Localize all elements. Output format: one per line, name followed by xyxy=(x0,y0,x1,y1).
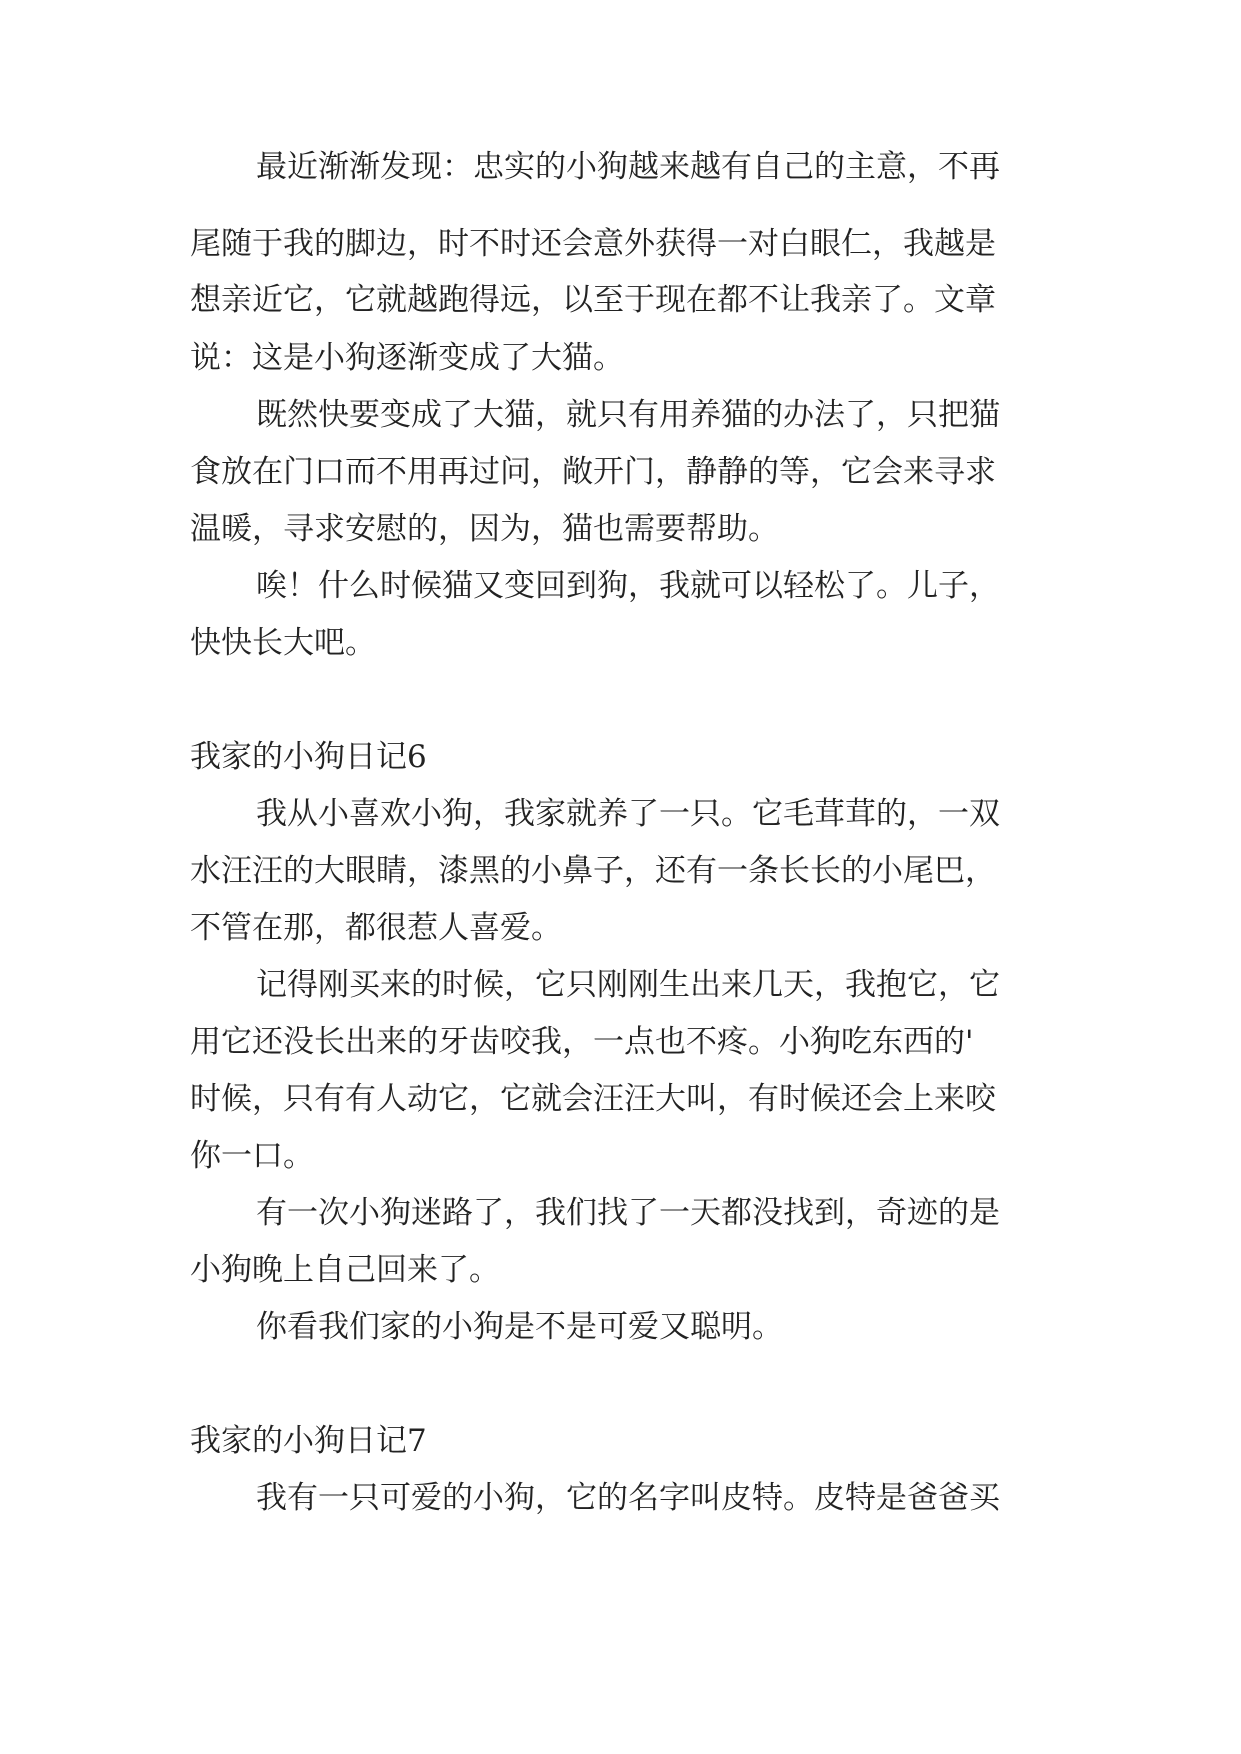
paragraph-line: 有一次小狗迷路了，我们找了一天都没找到，奇迹的是 xyxy=(256,1195,1000,1231)
paragraph-line: 用它还没长出来的牙齿咬我，一点也不疼。小狗吃东西的' xyxy=(190,1024,974,1060)
paragraph-line: 我从小喜欢小狗，我家就养了一只。它毛茸茸的，一双 xyxy=(256,796,1000,832)
section-title: 我家的小狗日记6 xyxy=(190,739,427,775)
paragraph-line: 想亲近它，它就越跑得远，以至于现在都不让我亲了。文章 xyxy=(190,282,996,318)
paragraph-line: 小狗晚上自己回来了。 xyxy=(190,1252,500,1288)
paragraph-line: 记得刚买来的时候，它只刚刚生出来几天，我抱它，它 xyxy=(256,967,1000,1003)
paragraph-line: 时候，只有有人动它，它就会汪汪大叫，有时候还会上来咬 xyxy=(190,1081,996,1117)
paragraph-line: 我有一只可爱的小狗，它的名字叫皮特。皮特是爸爸买 xyxy=(256,1480,1000,1516)
paragraph-line: 你一口。 xyxy=(190,1138,314,1174)
paragraph-line: 既然快要变成了大猫，就只有用养猫的办法了，只把猫 xyxy=(256,397,1000,433)
paragraph-line: 快快长大吧。 xyxy=(190,625,376,661)
paragraph-line: 说：这是小狗逐渐变成了大猫。 xyxy=(190,340,624,376)
paragraph-line: 不管在那，都很惹人喜爱。 xyxy=(190,910,562,946)
paragraph-line: 尾随于我的脚边，时不时还会意外获得一对白眼仁，我越是 xyxy=(190,226,996,262)
paragraph-line: 水汪汪的大眼睛，漆黑的小鼻子，还有一条长长的小尾巴， xyxy=(190,853,996,889)
paragraph-line: 温暖，寻求安慰的，因为，猫也需要帮助。 xyxy=(190,511,779,547)
paragraph-line: 食放在门口而不用再过问，敞开门，静静的等，它会来寻求 xyxy=(190,454,996,490)
paragraph-line: 唉！什么时候猫又变回到狗，我就可以轻松了。儿子， xyxy=(256,568,1000,604)
paragraph-line: 你看我们家的小狗是不是可爱又聪明。 xyxy=(256,1309,783,1345)
paragraph-line: 最近渐渐发现：忠实的小狗越来越有自己的主意，不再 xyxy=(256,149,1000,185)
section-title: 我家的小狗日记7 xyxy=(190,1423,427,1459)
